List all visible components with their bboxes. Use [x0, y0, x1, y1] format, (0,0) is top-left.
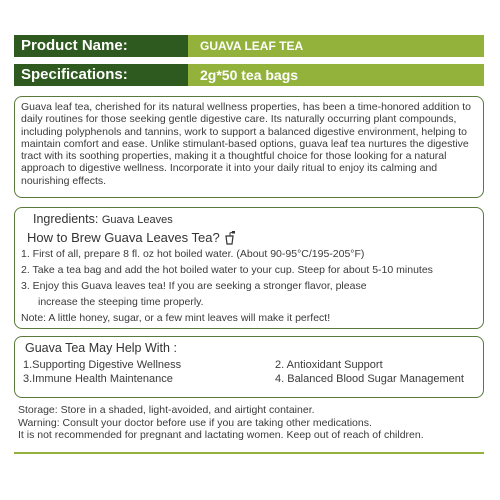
specifications-value: 2g*50 tea bags [188, 64, 484, 86]
storage-note: Storage: Store in a shaded, light-avoided, and airtight container. [18, 404, 315, 416]
teacup-icon [224, 231, 235, 245]
ingredients-value: Guava Leaves [101, 214, 173, 226]
description-box [14, 96, 484, 198]
product-name-label: Product Name: [14, 35, 188, 57]
brew-step-3: 3. Enjoy this Guava leaves tea! If you are seeking a stronger flavor, please [21, 280, 367, 292]
product-name-value: GUAVA LEAF TEA [188, 35, 484, 57]
product-name-row [14, 35, 484, 57]
brew-note: Note: A little honey, sugar, or a few mint leaves will make it perfect! [21, 312, 331, 324]
storage-warning-notes [18, 404, 488, 442]
ingredients-line [21, 211, 477, 229]
benefit-item: 1.Supporting Digestive Wellness [23, 359, 182, 371]
specifications-row [14, 64, 484, 86]
benefits-list [23, 358, 475, 386]
benefit-item: 3.Immune Health Maintenance [23, 373, 173, 385]
bottom-divider [14, 452, 484, 454]
benefit-item: 2. Antioxidant Support [275, 359, 383, 371]
warning-note: Warning: Consult your doctor before use if you are taking other medications. [18, 416, 372, 429]
benefit-item: 4. Balanced Blood Sugar Management [275, 373, 464, 385]
brew-title-line [21, 229, 477, 246]
ingredients-label: Ingredients: [33, 212, 99, 226]
benefits-box [14, 336, 484, 398]
brew-instructions-box [14, 207, 484, 329]
specifications-label: Specifications: [14, 64, 188, 86]
warning-note-continued: It is not recommended for pregnant and lactating women. Keep out of reach of children. [18, 429, 424, 441]
brew-step-3-continued: increase the steeping time properly. [38, 296, 204, 308]
brew-step-1: 1. First of all, prepare 8 fl. oz hot boiled water. (About 90-95°C/195-205°F) [21, 248, 365, 260]
brew-step-2: 2. Take a tea bag and add the hot boiled water to your cup. Steep for about 5-10 minutes [21, 264, 433, 276]
description-text: Guava leaf tea, cherished for its natural wellness properties, has been a time-honored addition to daily routines for those seeking gentle digestive care. Its naturally occurring plant compounds, including polyphenols and tannins, work to support a balanced digestive environment, helping to maintain comfort and ease. Unlike stimulant-based options, guava leaf tea nurtures the digestive tract with its soothing properties, making it a thoughtful choice for those looking for a natural approach to digestive wellness. Incorporate it into your daily ritual to enjoy its calming and nourishing effects. [21, 101, 472, 187]
benefits-title: Guava Tea May Help With : [25, 341, 177, 355]
brew-title: How to Brew Guava Leaves Tea? [27, 230, 220, 245]
